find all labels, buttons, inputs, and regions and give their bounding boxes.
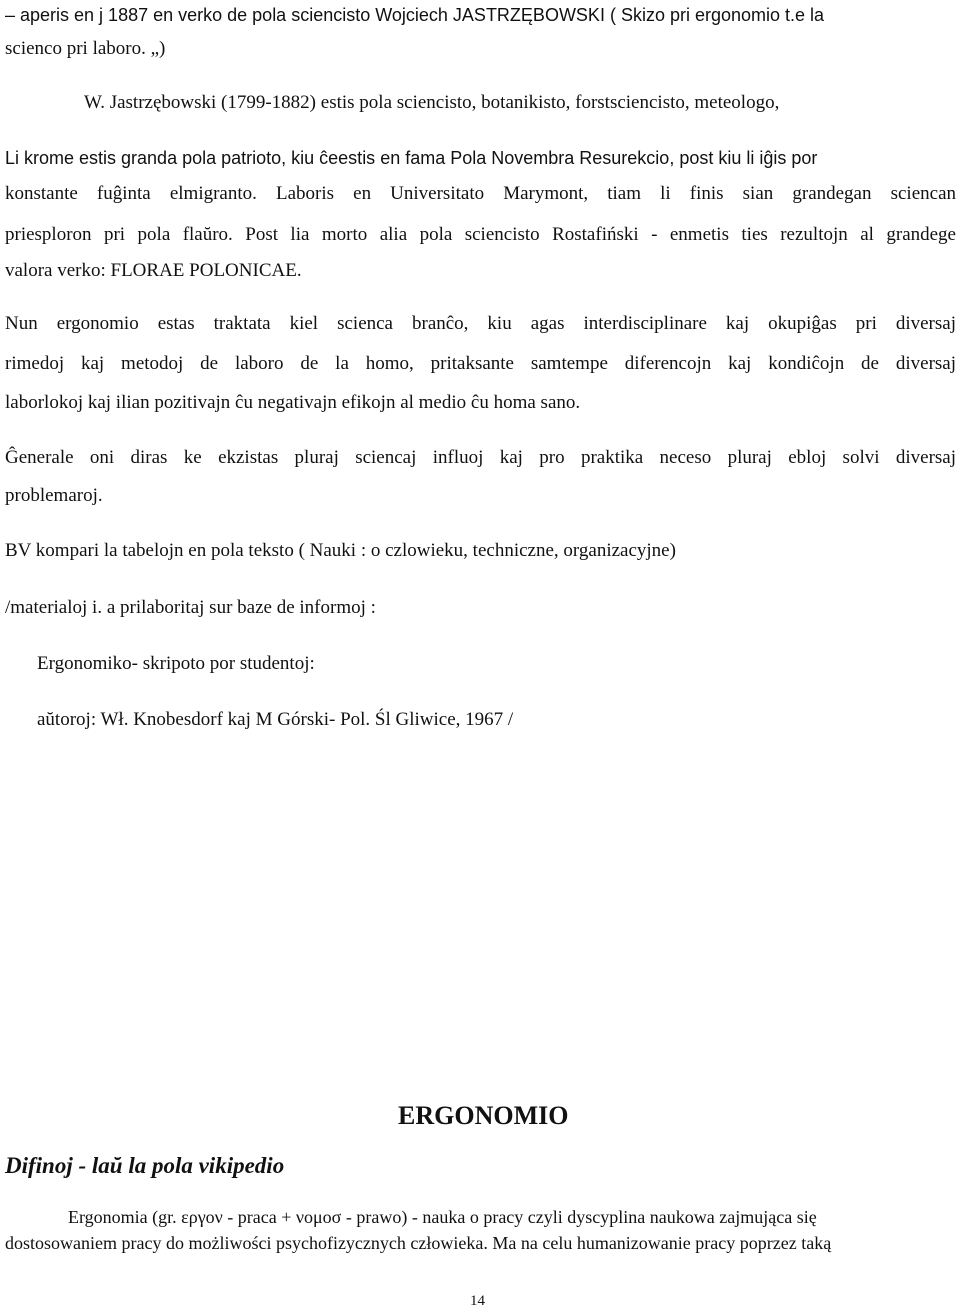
text-line: Nun ergonomio estas traktata kiel scienca branĉo, kiu agas interdisciplinare kaj okupiĝas pri diversaj — [5, 313, 956, 334]
text-line: valora verko: FLORAE POLONICAE. — [5, 260, 302, 281]
definition-line: dostosowaniem pracy do możliwości psychofizycznych człowieka. Ma na celu humanizowanie pracy poprzez taką — [5, 1233, 832, 1253]
text-line: BV kompari la tabelojn en pola teksto ( Nauki : o czlowieku, techniczne, organizacyjne) — [5, 540, 676, 561]
text-line: Li krome estis granda pola patrioto, kiu ĉeestis en fama Pola Novembra Resurekcio, post kiu li iĝis por — [5, 148, 818, 168]
text-line: konstante fuĝinta elmigranto. Laboris en Universitato Marymont, tiam li finis sian grandegan sciencan — [5, 183, 956, 204]
text-line: laborlokoj kaj ilian pozitivajn ĉu negativajn efikojn al medio ĉu homa sano. — [5, 392, 581, 413]
text-line: problemaroj. — [5, 485, 103, 506]
text-line: priesploron pri pola flaŭro. Post lia morto alia pola sciencisto Rostafiński - enmetis ties rezultojn al grandege — [5, 224, 956, 245]
text-line: /materialoj i. a prilaboritaj sur baze de informoj : — [5, 597, 376, 618]
text-line: rimedoj kaj metodoj de laboro de la homo, pritaksante samtempe diferencojn kaj kondiĉojn de diversaj — [5, 353, 956, 374]
text-line: aŭtoroj: Wł. Knobesdorf kaj M Górski- Pol. Śl Gliwice, 1967 / — [37, 709, 514, 730]
text-line: Ĝenerale oni diras ke ekzistas pluraj sciencaj influoj kaj pro praktika neceso pluraj ebloj solvi diversaj — [5, 447, 956, 468]
page-number: 14 — [470, 1293, 485, 1309]
text-line: – aperis en j 1887 en verko de pola sciencisto Wojciech JASTRZĘBOWSKI ( Skizo pri ergonomio t.e la — [5, 5, 825, 25]
definition-line: Ergonomia (gr. εργον - praca + νομοσ - prawo) - nauka o pracy czyli dyscyplina naukowa zajmująca się — [68, 1207, 817, 1227]
text-line: Ergonomiko- skripoto por studentoj: — [37, 653, 315, 674]
text-line: scienco pri laboro. „) — [5, 38, 166, 59]
text-line: W. Jastrzębowski (1799-1882) estis pola sciencisto, botanikisto, forstsciencisto, meteologo, — [84, 92, 780, 113]
section-heading: ERGONOMIO — [398, 1101, 569, 1130]
subsection-heading: Difinoj - laŭ la pola vikipedio — [5, 1153, 285, 1178]
